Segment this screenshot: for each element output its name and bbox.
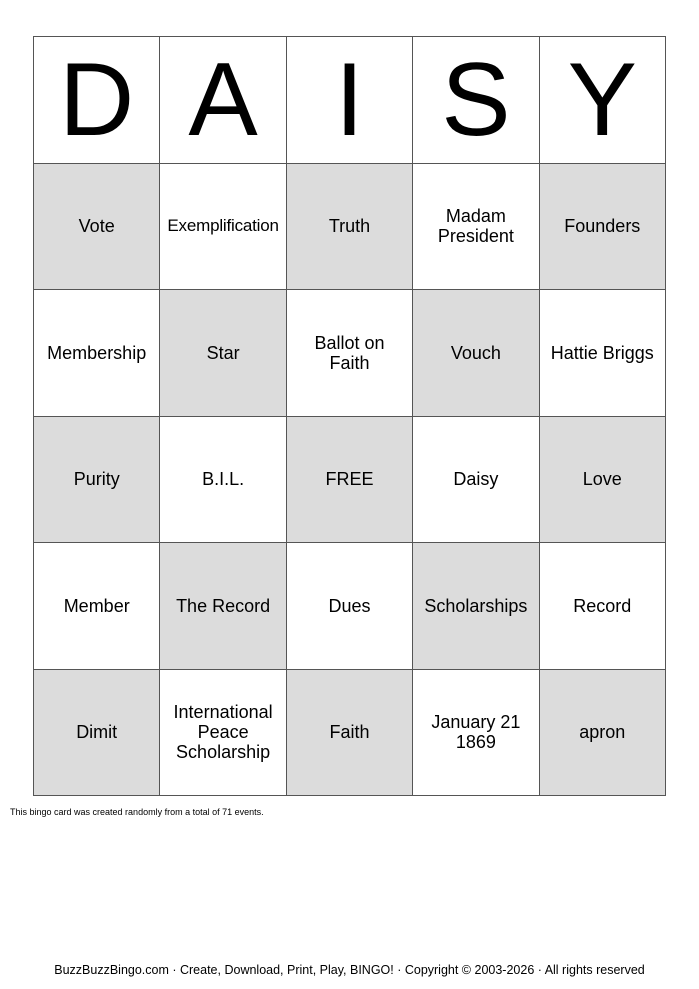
bingo-cell	[160, 670, 286, 797]
bingo-cell	[413, 543, 539, 670]
bingo-cell	[34, 164, 160, 291]
bingo-card	[33, 36, 666, 796]
page-footer: BuzzBuzzBingo.com · Create, Download, Print, Play, BINGO! · Copyright © 2003-2026 · All rights reserved	[54, 963, 645, 977]
bingo-cell	[413, 417, 539, 544]
bingo-cell	[540, 290, 666, 417]
bingo-cell	[34, 543, 160, 670]
cell-text: Truth	[328, 216, 371, 237]
bingo-cell	[160, 543, 286, 670]
cell-text: apron	[579, 722, 626, 743]
cell-text: Dimit	[76, 722, 118, 743]
header-letter-y: Y	[540, 37, 666, 164]
bingo-cell	[540, 543, 666, 670]
cell-text: Record	[573, 595, 632, 616]
bingo-cell	[287, 290, 413, 417]
card-generation-note: This bingo card was created randomly from a total of 71 events.	[10, 807, 264, 817]
cell-text: Membership	[47, 342, 147, 363]
header-letter-s: S	[413, 37, 539, 164]
cell-text: B.I.L.	[202, 469, 245, 490]
bingo-cell	[413, 670, 539, 797]
cell-text: Daisy	[453, 469, 499, 490]
bingo-cell	[160, 417, 286, 544]
header-letter-d: D	[34, 37, 160, 164]
cell-text: Hattie Briggs	[550, 342, 654, 363]
cell-text: Star	[206, 342, 240, 363]
bingo-cell	[34, 670, 160, 797]
cell-text: Vote	[78, 216, 115, 237]
bingo-cell	[413, 164, 539, 291]
bingo-cell	[540, 164, 666, 291]
cell-text: International Peace Scholarship	[173, 702, 273, 763]
cell-text: Member	[63, 595, 130, 616]
cell-text: January 21 1869	[431, 712, 521, 753]
cell-text: Faith	[329, 722, 370, 743]
free-space-cell	[287, 417, 413, 544]
cell-text: Scholarships	[424, 595, 528, 616]
bingo-cell	[287, 164, 413, 291]
cell-text: Vouch	[450, 342, 501, 363]
bingo-cell	[287, 543, 413, 670]
bingo-cell	[287, 670, 413, 797]
cell-text: Founders	[564, 216, 641, 237]
cell-text: Purity	[73, 469, 120, 490]
bingo-cell	[540, 670, 666, 797]
bingo-cell	[413, 290, 539, 417]
cell-text: The Record	[176, 595, 271, 616]
header-letter-a: A	[160, 37, 286, 164]
bingo-cell	[34, 290, 160, 417]
bingo-cell	[540, 417, 666, 544]
cell-text: Exemplification	[167, 216, 279, 236]
header-letter-i: I	[287, 37, 413, 164]
bingo-cell	[34, 417, 160, 544]
cell-text: Love	[582, 469, 622, 490]
cell-text: Dues	[328, 595, 371, 616]
bingo-cell	[160, 164, 286, 291]
cell-text: FREE	[325, 469, 374, 490]
cell-text: Ballot on Faith	[314, 332, 385, 373]
bingo-cell	[160, 290, 286, 417]
cell-text: Madam President	[437, 206, 514, 247]
